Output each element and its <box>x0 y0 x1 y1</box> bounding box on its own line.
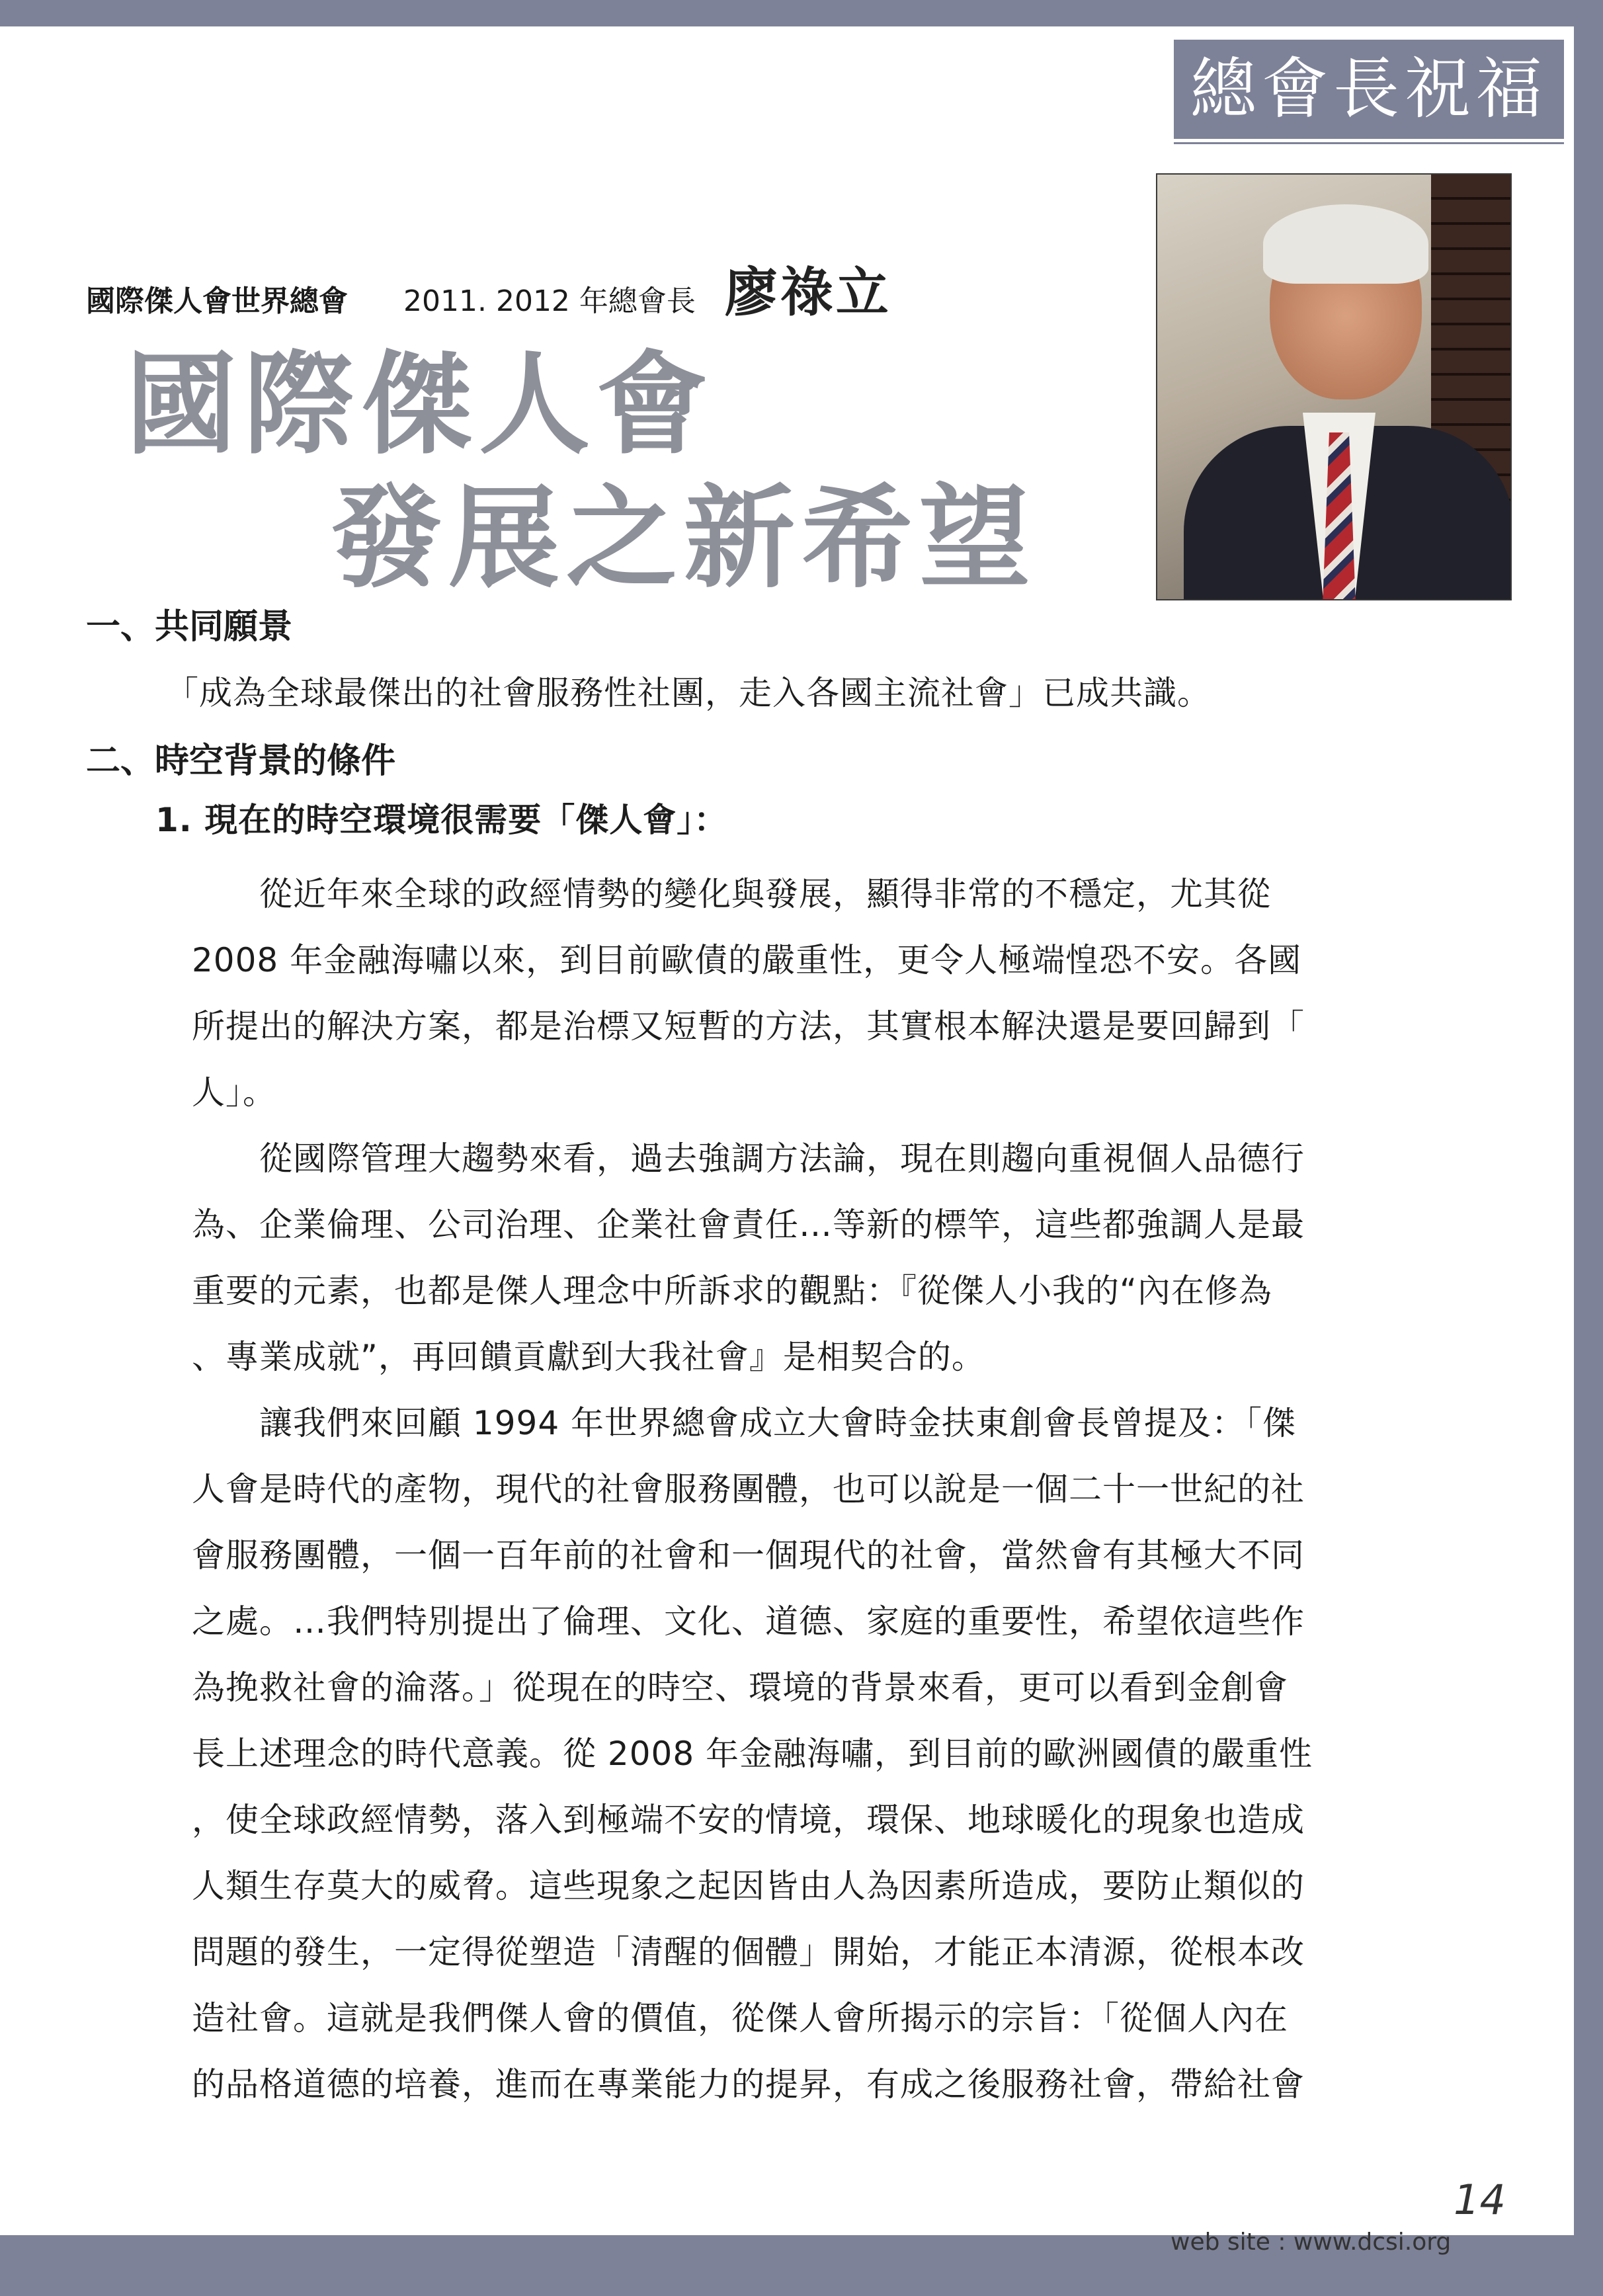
body-line: 為挽救社會的淪落。」從現在的時空、環境的背景來看，更可以看到金創會 <box>192 1668 1288 1707</box>
body-line: 讓我們來回顧 1994 年世界總會成立大會時金扶東創會長曾提及：「傑 <box>259 1404 1297 1442</box>
section-tab-rule <box>1174 142 1564 144</box>
body-line: 所提出的解決方案，都是治標又短暫的方法，其實根本解決還是要回歸到「 <box>192 1007 1305 1046</box>
section-1-heading: 一、共同願景 <box>86 607 293 647</box>
byline-year-role: 2011. 2012 年總會長 <box>403 284 696 318</box>
body-line: 之處。…我們特別提出了倫理、文化、道德、家庭的重要性，希望依這些作 <box>192 1602 1305 1641</box>
author-portrait <box>1156 173 1512 600</box>
body-line: 人會是時代的產物，現代的社會服務團體，也可以說是一個二十一世紀的社 <box>192 1470 1305 1508</box>
body-line: 為、企業倫理、公司治理、企業社會責任…等新的標竿，這些都強調人是最 <box>192 1206 1305 1244</box>
body-line: ，使全球政經情勢，落入到極端不安的情境，環保、地球暖化的現象也造成 <box>192 1801 1305 1839</box>
byline-organization: 國際傑人會世界總會 <box>86 284 348 318</box>
body-line: 造社會。這就是我們傑人會的價值，從傑人會所揭示的宗旨：「從個人內在 <box>192 1999 1288 2037</box>
body-line: 問題的發生，一定得從塑造「清醒的個體」開始，才能正本清源，從根本改 <box>192 1933 1305 1971</box>
article-title-line-2: 發展之新希望 <box>331 472 1037 603</box>
portrait-hair <box>1263 204 1428 284</box>
body-line: 人類生存莫大的威脅。這些現象之起因皆由人為因素所造成，要防止類似的 <box>192 1867 1305 1905</box>
footer-website[interactable]: web site : www.dcsi.org <box>1171 2229 1452 2256</box>
page-number: 14 <box>1454 2176 1506 2224</box>
article-title-line-1: 國際傑人會 <box>126 339 714 470</box>
body-line: 的品格道德的培養，進而在專業能力的提昇，有成之後服務社會，帶給社會 <box>192 2065 1305 2104</box>
body-line: 、專業成就”，再回饋貢獻到大我社會』是相契合的。 <box>192 1338 985 1376</box>
body-line: 人」。 <box>192 1073 276 1112</box>
byline <box>86 250 891 326</box>
body-line: 重要的元素，也都是傑人理念中所訴求的觀點：『從傑人小我的“內在修為 <box>192 1272 1272 1310</box>
byline-author: 廖祿立 <box>724 261 891 323</box>
section-2-subheading: 1. 現在的時空環境很需要「傑人會」： <box>155 801 728 839</box>
section-1-text: 「成為全球最傑出的社會服務性社團，走入各國主流社會」已成共識。 <box>165 674 1211 712</box>
section-title-tab: 總會長祝福 <box>1174 40 1564 139</box>
body-line: 2008 年金融海嘯以來，到目前歐債的嚴重性，更令人極端惶恐不安。各國 <box>192 941 1302 979</box>
body-line: 長上述理念的時代意義。從 2008 年金融海嘯，到目前的歐洲國債的嚴重性 <box>192 1735 1313 1773</box>
body-line: 會服務團體，一個一百年前的社會和一個現代的社會，當然會有其極大不同 <box>192 1536 1305 1575</box>
body-line: 從近年來全球的政經情勢的變化與發展，顯得非常的不穩定，尤其從 <box>259 875 1271 913</box>
section-2-heading: 二、時空背景的條件 <box>86 741 396 781</box>
right-margin-band <box>1574 0 1603 2296</box>
body-line: 從國際管理大趨勢來看，過去強調方法論，現在則趨向重視個人品德行 <box>259 1139 1305 1178</box>
